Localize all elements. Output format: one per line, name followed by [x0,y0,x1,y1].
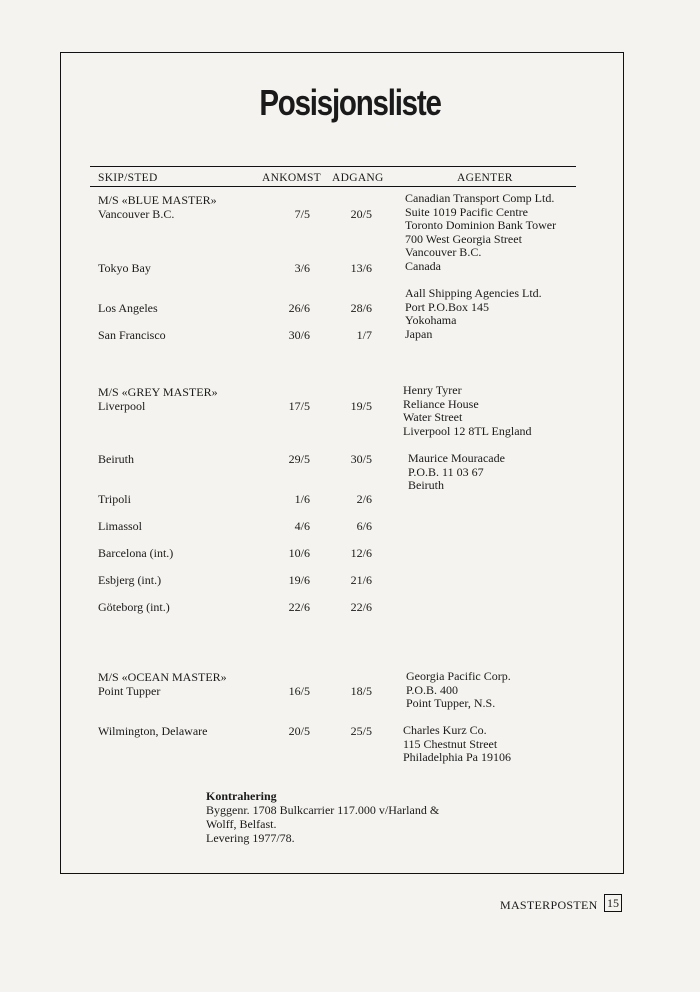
agent-address: Charles Kurz Co. 115 Chestnut Street Philadelphia Pa 19106 [403,723,511,764]
port-departure: 2/6 [356,492,372,506]
port-departure: 12/6 [350,546,372,560]
port-arrival: 20/5 [288,724,310,738]
agent-address: Henry Tyrer Reliance House Water Street Liverpool 12 8TL England [403,383,532,438]
port-arrival: 19/6 [288,573,310,587]
page-number: 15 [604,894,622,912]
port-departure: 22/6 [350,600,372,614]
port-departure: 20/5 [350,207,372,221]
port-place: Vancouver B.C. [98,207,175,221]
header-place: SKIP/STED [98,172,158,184]
port-place: Liverpool [98,399,146,413]
port-arrival: 30/6 [288,328,310,342]
port-departure: 6/6 [356,519,372,533]
port-arrival: 26/6 [288,301,310,315]
port-place: Barcelona (int.) [98,546,174,560]
contract-heading: Kontrahering [206,789,277,803]
ship-name: M/S «OCEAN MASTER» [98,670,227,684]
ship-name: M/S «BLUE MASTER» [98,193,217,207]
port-departure: 1/7 [356,328,372,342]
port-departure: 28/6 [350,301,372,315]
page-title: Posisjonsliste [259,82,441,123]
port-arrival: 17/5 [288,399,310,413]
port-departure: 25/5 [350,724,372,738]
port-arrival: 3/6 [294,261,310,275]
port-place: Göteborg (int.) [98,600,170,614]
contract-line: Levering 1977/78. [206,831,295,845]
port-place: Esbjerg (int.) [98,573,162,587]
port-departure: 18/5 [350,684,372,698]
ship-name: M/S «GREY MASTER» [98,385,218,399]
port-arrival: 16/5 [288,684,310,698]
header-departure: ADGANG [332,172,384,184]
port-arrival: 10/6 [288,546,310,560]
agent-address: Canadian Transport Comp Ltd. Suite 1019 Pacific Centre Toronto Dominion Bank Tower 700 West Georgia Street Vancouver B.C. Canada [405,191,557,273]
port-departure: 30/5 [350,452,372,466]
header-agents: AGENTER [457,172,513,184]
publication-name: MASTERPOSTEN [500,898,598,912]
header-rule [90,166,576,167]
port-arrival: 22/6 [288,600,310,614]
port-arrival: 29/5 [288,452,310,466]
port-place: Los Angeles [98,301,158,315]
port-place: Limassol [98,519,142,533]
port-departure: 19/5 [350,399,372,413]
contract-line: Byggenr. 1708 Bulkcarrier 117.000 v/Harland & [206,803,440,817]
agent-address: Maurice Mouracade P.O.B. 11 03 67 Beiruth [408,451,505,492]
port-place: Point Tupper [98,684,161,698]
agent-address: Aall Shipping Agencies Ltd. Port P.O.Box 145 Yokohama Japan [405,286,542,341]
port-departure: 13/6 [350,261,372,275]
contract-line: Wolff, Belfast. [206,817,277,831]
port-place: Tokyo Bay [98,261,151,275]
port-place: Beiruth [98,452,134,466]
port-arrival: 1/6 [294,492,310,506]
column-rule [90,186,576,187]
agent-address: Georgia Pacific Corp. P.O.B. 400 Point Tupper, N.S. [406,669,511,710]
port-arrival: 4/6 [294,519,310,533]
port-place: San Francisco [98,328,166,342]
port-arrival: 7/5 [294,207,310,221]
port-place: Wilmington, Delaware [98,724,208,738]
port-place: Tripoli [98,492,131,506]
header-arrival: ANKOMST [262,172,321,184]
port-departure: 21/6 [350,573,372,587]
